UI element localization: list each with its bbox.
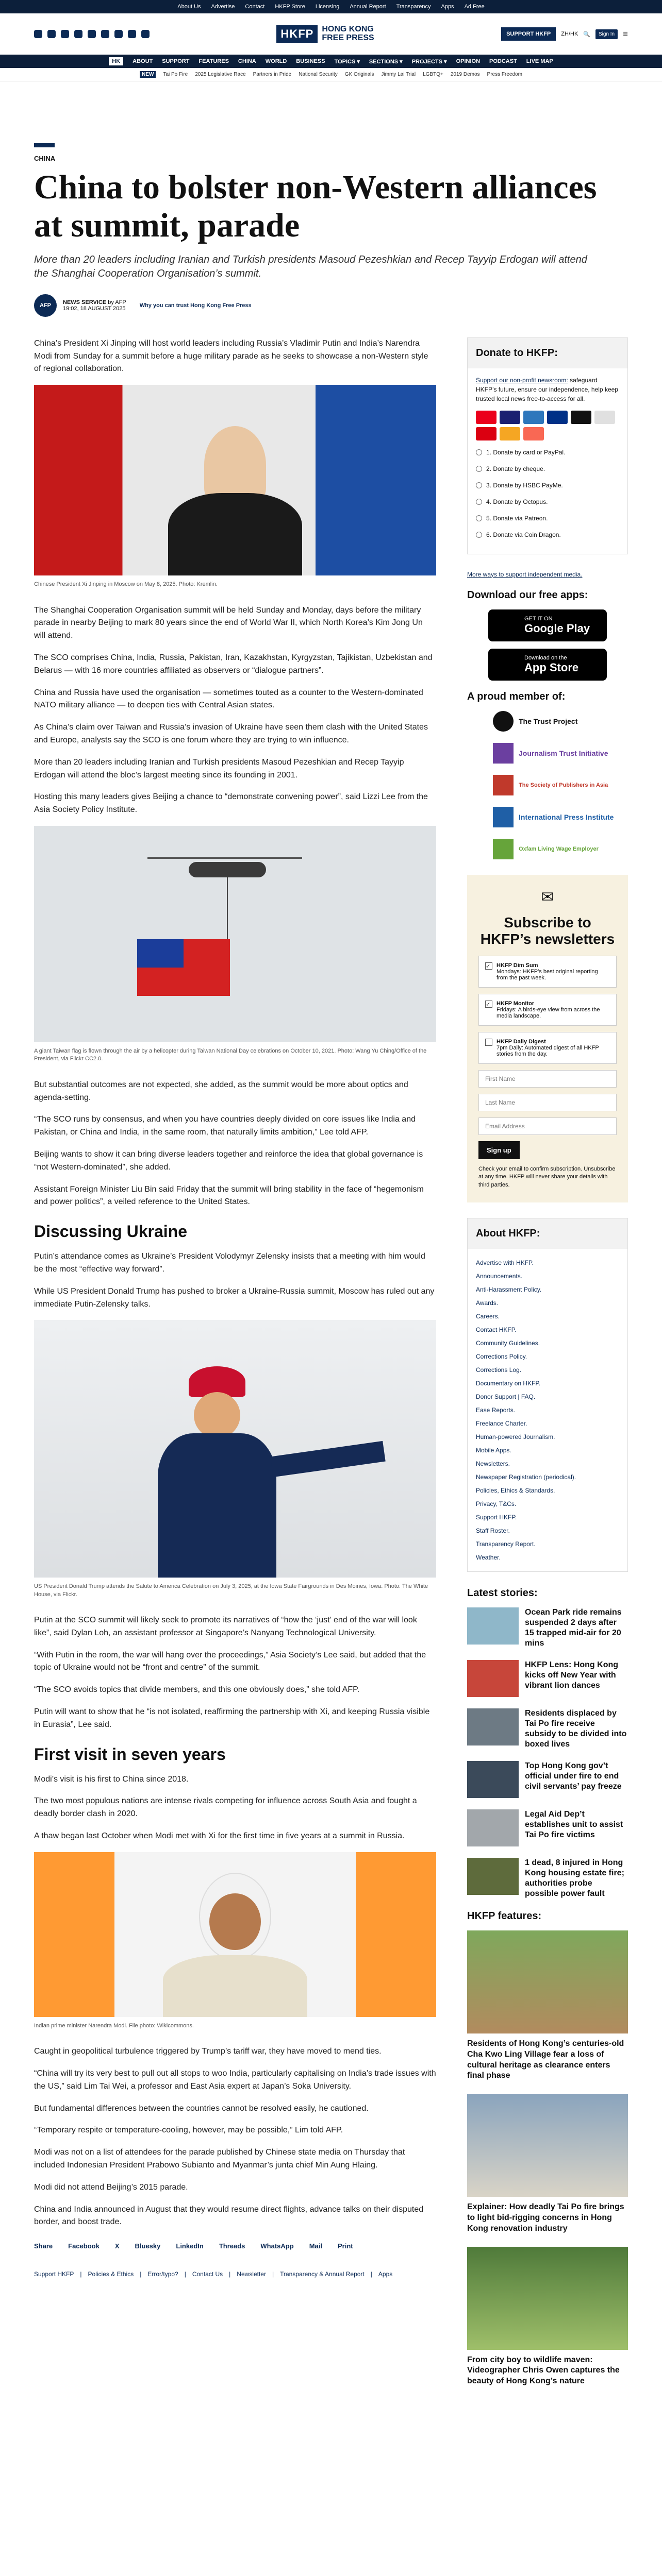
payment-cards [476, 411, 619, 440]
member-title: A proud member of: [467, 690, 566, 702]
byline [34, 294, 628, 317]
donate-option[interactable]: 2. Donate by cheque. [476, 464, 619, 473]
social-links [34, 30, 150, 38]
sign-up-button[interactable]: Sign up [478, 1141, 520, 1159]
patreon-icon [523, 427, 544, 440]
paragraph: Modi did not attend Beijing’s 2015 parade. [34, 2182, 188, 2192]
paragraph: China and Russia have used the organisation — sometimes touted as a counter to the Western-dominated NATO military alliance — to deepen ties with Central Asian states. [34, 688, 423, 710]
facebook-icon[interactable] [34, 30, 42, 38]
search-icon[interactable]: 🔍 [583, 31, 590, 38]
category-rule [34, 143, 55, 147]
donate-option[interactable]: 4. Donate by Octopus. [476, 497, 619, 506]
nav-item-support[interactable]: SUPPORT [162, 58, 190, 64]
about-link[interactable]: Newsletters. [476, 1460, 510, 1467]
menu-icon[interactable]: ☰ [623, 31, 628, 38]
trending-link[interactable]: Press Freedom [487, 72, 522, 77]
about-links [468, 1249, 627, 1571]
trending-link[interactable]: GK Originals [344, 72, 374, 77]
about-link[interactable]: Human-powered Journalism. [476, 1433, 555, 1440]
instagram-icon[interactable] [61, 30, 69, 38]
about-box [467, 1218, 628, 1572]
about-link[interactable]: Community Guidelines. [476, 1339, 540, 1347]
topbar-link[interactable]: Advertise [211, 4, 235, 10]
topbar-link[interactable]: Licensing [315, 4, 340, 10]
donate-text: safeguard HKFP’s future, ensure our independence, help keep trusted local news free-to-access for all. [476, 376, 618, 402]
share-print-button[interactable]: Print [337, 2242, 353, 2250]
topbar-link[interactable]: About Us [177, 4, 201, 10]
about-link[interactable]: Weather. [476, 1553, 501, 1561]
article-body [34, 337, 436, 2399]
nav-item-world[interactable]: WORLD [265, 58, 287, 64]
paragraph: Putin will want to show that he “is not isolated, reaffirming the partnership with Xi, and keeping Russia visible in Eurasia”, Lee said. [34, 1707, 430, 1729]
photo-caption: Indian prime minister Narendra Modi. File photo: Wikicommons. [34, 2022, 194, 2029]
radio-icon [476, 482, 482, 488]
trump-photo [34, 1320, 436, 1578]
donate-option[interactable]: 3. Donate by HSBC PayMe. [476, 481, 619, 490]
article-wrapper [0, 143, 662, 2399]
footer-link[interactable]: Policies & Ethics [88, 2270, 134, 2278]
google-play-badge[interactable]: GET IT ON Google Play [488, 609, 607, 641]
newsletter-option[interactable]: HKFP Daily Digest 7pm Daily: Automated digest of all HKFP stories from the day. [478, 1032, 617, 1064]
avatar: AFP [34, 294, 57, 317]
latest-story[interactable]: Residents displaced by Tai Po fire receive subsidy to be divided into boxed lives [467, 1708, 628, 1750]
story-thumbnail [467, 1930, 628, 2033]
trust-link[interactable]: Why you can trust Hong Kong Free Press [139, 302, 252, 309]
rss-icon[interactable] [128, 30, 136, 38]
paragraph: “The SCO avoids topics that divide members, and this one obviously does,” she told AFP. [34, 1685, 360, 1694]
about-link[interactable]: Policies, Ethics & Standards. [476, 1486, 555, 1494]
paragraph: “The SCO runs by consensus, and when you have countries deeply divided on core issues like India and Pakistan, or China and India, in the same room, that naturally limits ambition,” Lee told AFP. [34, 1115, 416, 1137]
share-x-button[interactable]: X [114, 2242, 120, 2250]
paragraph: Modi’s visit is his first to China since 2018. [34, 1774, 189, 1784]
paragraph: The Shanghai Cooperation Organisation summit will be held Sunday and Monday, days before the military parade in nearby Beijing to mark 80 years since the end of World War II, which North Korea’s Kim Jong Un will attend. [34, 605, 423, 640]
trending-link[interactable]: 2025 Legislative Race [195, 72, 246, 77]
feature-story[interactable]: From city boy to wildlife maven: Videographer Chris Owen captures the beauty of Hong Kong’s nature [467, 2247, 628, 2387]
member-logo[interactable]: International Press Institute [493, 807, 628, 827]
about-link[interactable]: Transparency Report. [476, 1540, 536, 1548]
topbar-link[interactable]: Contact [245, 4, 265, 10]
story-thumbnail [467, 1708, 519, 1745]
radio-icon [476, 466, 482, 472]
member-logo[interactable]: Journalism Trust Initiative [493, 743, 628, 764]
article-category[interactable]: CHINA [34, 155, 56, 162]
paragraph: A thaw began last October when Modi met with Xi for the first time in five years at a summit in Russia. [34, 1832, 405, 1841]
taiwan-flag-photo [34, 826, 436, 1042]
story-thumbnail [467, 1809, 519, 1846]
trending-link[interactable]: National Security [299, 72, 338, 77]
paypal-icon [547, 411, 568, 424]
top-utility-bar [0, 0, 662, 13]
paragraph: While US President Donald Trump has pushed to broker a Ukraine-Russia summit, Moscow has ruled out any immediate Putin-Zelensky talks. [34, 1286, 435, 1309]
nav-item-business[interactable]: BUSINESS [296, 58, 325, 64]
about-link[interactable]: Advertise with HKFP. [476, 1259, 534, 1266]
photo-caption: Chinese President Xi Jinping in Moscow on May 8, 2025. Photo: Kremlin. [34, 581, 218, 588]
x-icon[interactable] [47, 30, 56, 38]
story-thumbnail [467, 2247, 628, 2350]
site-header [0, 13, 662, 55]
visa-icon [500, 411, 520, 424]
about-link[interactable]: Donor Support | FAQ. [476, 1393, 536, 1400]
share-bar [34, 2242, 436, 2250]
topbar-link[interactable]: HKFP Store [275, 4, 305, 10]
sign-in-button[interactable]: Sign In [595, 29, 618, 39]
paragraph: Beijing wants to show it can bring diverse leaders together and reinforce the idea that global governance is “not Western-dominated”, she added. [34, 1149, 423, 1172]
section-heading: Discussing Ukraine [34, 1222, 187, 1241]
features-title: HKFP features: [467, 1910, 542, 1922]
photo-caption: US President Donald Trump attends the Salute to America Celebration on July 3, 2025, at the Iowa State Fairgrounds in Des Moines, Iowa. Photo: The White House, via Flickr. [34, 1583, 428, 1598]
about-link[interactable]: Careers. [476, 1312, 500, 1320]
paragraph: Putin’s attendance comes as Ukraine’s President Volodymyr Zelensky insists that a meeting with him would be the most “effective way forward”. [34, 1252, 425, 1274]
about-link[interactable]: Privacy, T&Cs. [476, 1500, 517, 1507]
latest-title: Latest stories: [467, 1587, 538, 1599]
mail-icon[interactable] [141, 30, 150, 38]
mastercard-icon [476, 411, 496, 424]
author-suffix: by AFP [108, 299, 126, 306]
publish-date: 19:02, 18 AUGUST 2025 [63, 305, 126, 312]
nav-item-hk[interactable]: HK [109, 57, 123, 65]
topbar-link[interactable]: Annual Report [350, 4, 386, 10]
nav-item-sections[interactable]: SECTIONS ▾ [369, 58, 403, 65]
paragraph: Hosting this many leaders gives Beijing a chance to “demonstrate convening power”, said Lizzi Lee from the Asia Society Policy Institute. [34, 792, 428, 815]
about-link[interactable]: Documentary on HKFP. [476, 1379, 541, 1387]
about-link[interactable]: Newspaper Registration (periodical). [476, 1473, 576, 1481]
feature-story[interactable]: Explainer: How deadly Tai Po fire brings to light bid-rigging concerns in Hong Kong renovation industry [467, 2094, 628, 2234]
footer-link[interactable]: Contact Us [192, 2270, 223, 2278]
newsletter-box [467, 875, 628, 1202]
nav-item-china[interactable]: CHINA [238, 58, 256, 64]
latest-story[interactable]: Legal Aid Dep’t establishes unit to assist Tai Po fire victims [467, 1809, 628, 1846]
latest-story[interactable]: HKFP Lens: Hong Kong kicks off New Year with vibrant lion dances [467, 1660, 628, 1697]
share-linkedin-button[interactable]: LinkedIn [176, 2242, 204, 2250]
trending-link[interactable]: Tai Po Fire [163, 72, 188, 77]
support-button[interactable]: SUPPORT HKFP [501, 27, 556, 41]
apps-title: Download our free apps: [467, 589, 588, 601]
checkbox-icon[interactable]: ✓ [485, 1001, 492, 1008]
checkbox-icon[interactable]: ✓ [485, 962, 492, 970]
youtube-icon[interactable] [74, 30, 82, 38]
paragraph: Modi was not on a list of attendees for the parade published by Chinese state media on Thursday that included Indonesian President Prabowo Subianto and Myanmar’s junta chief Min Aung Hlaing. [34, 2148, 405, 2170]
nav-item-projects[interactable]: PROJECTS ▾ [411, 58, 447, 65]
paragraph: Caught in geopolitical turbulence triggered by Trump’s tariff war, they have moved to mend ties. [34, 2047, 382, 2056]
trending-link[interactable]: Jimmy Lai Trial [381, 72, 416, 77]
radio-icon [476, 515, 482, 521]
logo-mark: HKFP [276, 25, 318, 43]
share-mail-button[interactable]: Mail [309, 2242, 322, 2250]
modi-photo [34, 1852, 436, 2017]
newsletter-option[interactable]: ✓ HKFP Dim Sum Mondays: HKFP’s best original reporting from the past week. [478, 956, 617, 988]
paragraph: The two most populous nations are intense rivals competing for influence across South Asia and fought a deadly border clash in 2020. [34, 1797, 417, 1819]
signup-note: Check your email to confirm subscription. Unsubscribe at any time. HKFP will never share your details with third parties. [478, 1165, 616, 1188]
nav-item-topics[interactable]: TOPICS ▾ [334, 58, 360, 65]
paragraph: “With Putin in the room, the war will hang over the proceedings,” Asia Society’s Lee said, but added that the topic of Ukraine would not be “front and centre” of the summit. [34, 1650, 426, 1672]
logo-wordmark: HONG KONG FREE PRESS [322, 25, 374, 42]
about-link[interactable]: Announcements. [476, 1272, 523, 1280]
paragraph: But fundamental differences between the countries cannot be resolved easily, he cautioned. [34, 2104, 369, 2113]
donate-option[interactable]: 6. Donate via Coin Dragon. [476, 530, 619, 539]
radio-icon [476, 499, 482, 505]
share-bluesky-button[interactable]: Bluesky [135, 2242, 161, 2250]
sidebar [467, 337, 628, 2399]
latest-story[interactable]: Ocean Park ride remains suspended 2 days after 15 trapped mid-air for 20 mins [467, 1607, 628, 1649]
member-logo[interactable]: The Society of Publishers in Asia [493, 775, 628, 795]
donate-title: Donate to HKFP: [468, 338, 627, 368]
story-thumbnail [467, 1607, 519, 1645]
payme-icon [476, 427, 496, 440]
photo-caption: A giant Taiwan flag is flown through the air by a helicopter during Taiwan National Day celebrations on October 10, 2021. Photo: Wang Yu Ching/Office of the President, via Flickr CC2.0. [34, 1047, 427, 1062]
site-logo[interactable] [276, 25, 374, 43]
nav-item-live-map[interactable]: LIVE MAP [526, 58, 553, 64]
topbar-link[interactable]: Transparency [396, 4, 431, 10]
paragraph: China and India announced in August that they would resume direct flights, advance talks on their disputed border, and boost trade. [34, 2205, 424, 2227]
footer-link[interactable]: Transparency & Annual Report [280, 2270, 365, 2278]
app-store-badge[interactable]: Download on the App Store [488, 649, 607, 681]
about-link[interactable]: Corrections Log. [476, 1366, 522, 1374]
footer-link[interactable]: Error/typo? [147, 2270, 178, 2278]
first-name-field[interactable]: First Name [478, 1070, 617, 1088]
nav-item-opinion[interactable]: OPINION [456, 58, 481, 64]
story-thumbnail [467, 1660, 519, 1697]
donate-option[interactable]: 5. Donate via Patreon. [476, 514, 619, 523]
footer-link[interactable]: Support HKFP [34, 2270, 74, 2278]
section-heading: First visit in seven years [34, 1744, 226, 1764]
linkedin-icon[interactable] [114, 30, 123, 38]
latest-story[interactable]: 1 dead, 8 injured in Hong Kong housing estate fire; authorities probe possible power fault [467, 1858, 628, 1899]
trending-link[interactable]: 2019 Demos [450, 72, 480, 77]
about-link[interactable]: Contact HKFP. [476, 1326, 517, 1333]
article-lede: More than 20 leaders including Iranian and Turkish presidents Masoud Pezeshkian and Recep Tayyip Erdogan will attend the Shanghai Cooperation Organisation’s summit. [34, 253, 587, 279]
footer-link[interactable]: Newsletter [237, 2270, 266, 2278]
newsletter-title: Subscribe to HKFP’s newsletters [480, 914, 615, 947]
mail-icon: ✉ [541, 888, 554, 906]
paragraph: “Temporary respite or temperature-cooling, however, may be possible,” Lim told AFP. [34, 2126, 343, 2135]
author-name[interactable]: NEWS SERVICE [63, 299, 107, 306]
about-link[interactable]: Ease Reports. [476, 1406, 516, 1414]
more-support-link[interactable]: More ways to support independent media. [467, 570, 583, 578]
trending-link[interactable]: Partners in Pride [253, 72, 292, 77]
share-whatsapp-button[interactable]: WhatsApp [260, 2242, 294, 2250]
new-badge: NEW [140, 71, 156, 78]
trending-link[interactable]: LGBTQ+ [423, 72, 443, 77]
share-facebook-button[interactable]: Facebook [68, 2242, 100, 2250]
latest-story[interactable]: Top Hong Kong gov’t official under fire to end civil servants’ pay freeze [467, 1761, 628, 1798]
about-link[interactable]: Freelance Charter. [476, 1419, 527, 1427]
article-title: China to bolster non-Western alliances at summit, parade [34, 168, 597, 244]
member-logo[interactable]: Oxfam Living Wage Employer [493, 839, 628, 859]
paragraph: Putin at the SCO summit will likely seek to promote its narratives of “how the ‘just’ end of the war will look like”, said Dylan Loh, an assistant professor at Singapore’s Nanyang Technological University. [34, 1616, 417, 1637]
radio-icon [476, 449, 482, 455]
about-link[interactable]: Anti-Harassment Policy. [476, 1285, 542, 1293]
octopus-icon [500, 427, 520, 440]
radio-icon [476, 532, 482, 538]
story-thumbnail [467, 1761, 519, 1798]
donate-support-link[interactable]: Support our non-profit newsroom: [476, 376, 568, 384]
paragraph: But substantial outcomes are not expected, she added, as the summit would be more about optics and agenda-setting. [34, 1080, 408, 1102]
header-actions [501, 27, 628, 41]
share-threads-button[interactable]: Threads [219, 2242, 245, 2250]
paragraph: The SCO comprises China, India, Russia, Pakistan, Iran, Kazakhstan, Kyrgyzstan, Tajikistan, Uzbekistan and Belarus — with 16 more countries affiliated as observers or “dialogue partners”. [34, 653, 433, 675]
member-logo[interactable]: The Trust Project [493, 711, 628, 732]
bluesky-icon[interactable] [101, 30, 109, 38]
paragraph: More than 20 leaders including Iranian and Turkish presidents Masoud Pezeshkian and Recep Tayyip Erdogan will attend the bloc’s largest meeting since its founding in 2001. [34, 757, 404, 779]
footer-link[interactable]: Apps [378, 2270, 393, 2278]
paragraph: China’s President Xi Jinping will host world leaders including Russia’s Vladimir Putin and India’s Narendra Modi from Sunday for a summit before a huge military parade as he seeks to showcase a non-Western style of regional collaboration. [34, 338, 428, 374]
newsletter-option[interactable]: ✓ HKFP Monitor Fridays: A birds-eye view from across the media landscape. [478, 994, 617, 1026]
main-nav [0, 55, 662, 68]
about-link[interactable]: Corrections Policy. [476, 1352, 527, 1360]
email-field[interactable]: Email Address [478, 1117, 617, 1135]
story-thumbnail [467, 1858, 519, 1895]
paragraph: Assistant Foreign Minister Liu Bin said Friday that the summit will bring stability in the face of “hegemonism and power politics”, a veiled reference to the United States. [34, 1184, 424, 1207]
donate-option[interactable]: 1. Donate by card or PayPal. [476, 448, 619, 457]
donate-box [467, 337, 628, 554]
last-name-field[interactable]: Last Name [478, 1094, 617, 1111]
article-footer-links: Support HKFP | Policies & Ethics | Error/typo? | Contact Us | Newsletter | Transparency & Annual Report | Apps [34, 2270, 393, 2278]
about-link[interactable]: Mobile Apps. [476, 1446, 511, 1454]
feature-story[interactable]: Residents of Hong Kong’s centuries-old Cha Kwo Ling Village fear a loss of cultural heritage as clearance enters final phase [467, 1930, 628, 2081]
nav-item-about[interactable]: ABOUT [133, 58, 153, 64]
story-thumbnail [467, 2094, 628, 2197]
amex-icon [523, 411, 544, 424]
google-pay-icon [594, 411, 615, 424]
language-switch[interactable]: ZH/HK [561, 31, 578, 37]
apple-pay-icon [571, 411, 591, 424]
about-link[interactable]: Staff Roster. [476, 1527, 510, 1534]
nav-item-podcast[interactable]: PODCAST [489, 58, 517, 64]
topbar-link[interactable]: Ad Free [464, 4, 485, 10]
topbar-link[interactable]: Apps [441, 4, 454, 10]
about-title: About HKFP: [468, 1218, 627, 1249]
about-link[interactable]: Awards. [476, 1299, 499, 1307]
content-columns [34, 337, 628, 2399]
trending-bar [0, 68, 662, 81]
about-link[interactable]: Support HKFP. [476, 1513, 517, 1521]
xi-photo [34, 385, 436, 575]
share-label: Share [34, 2242, 53, 2250]
threads-icon[interactable] [88, 30, 96, 38]
checkbox-icon[interactable] [485, 1039, 492, 1046]
nav-item-features[interactable]: FEATURES [198, 58, 229, 64]
paragraph: “China will try its very best to pull out all stops to woo India, particularly capitalising on India’s trade issues with the US,” said Lim Tai Wei, a professor and East Asia expert at Japan’s Soka University. [34, 2069, 436, 2091]
paragraph: As China’s claim over Taiwan and Russia’s invasion of Ukraine have seen them clash with the United States and Europe, analysts say the SCO is one forum where they are trying to win influence. [34, 723, 428, 744]
